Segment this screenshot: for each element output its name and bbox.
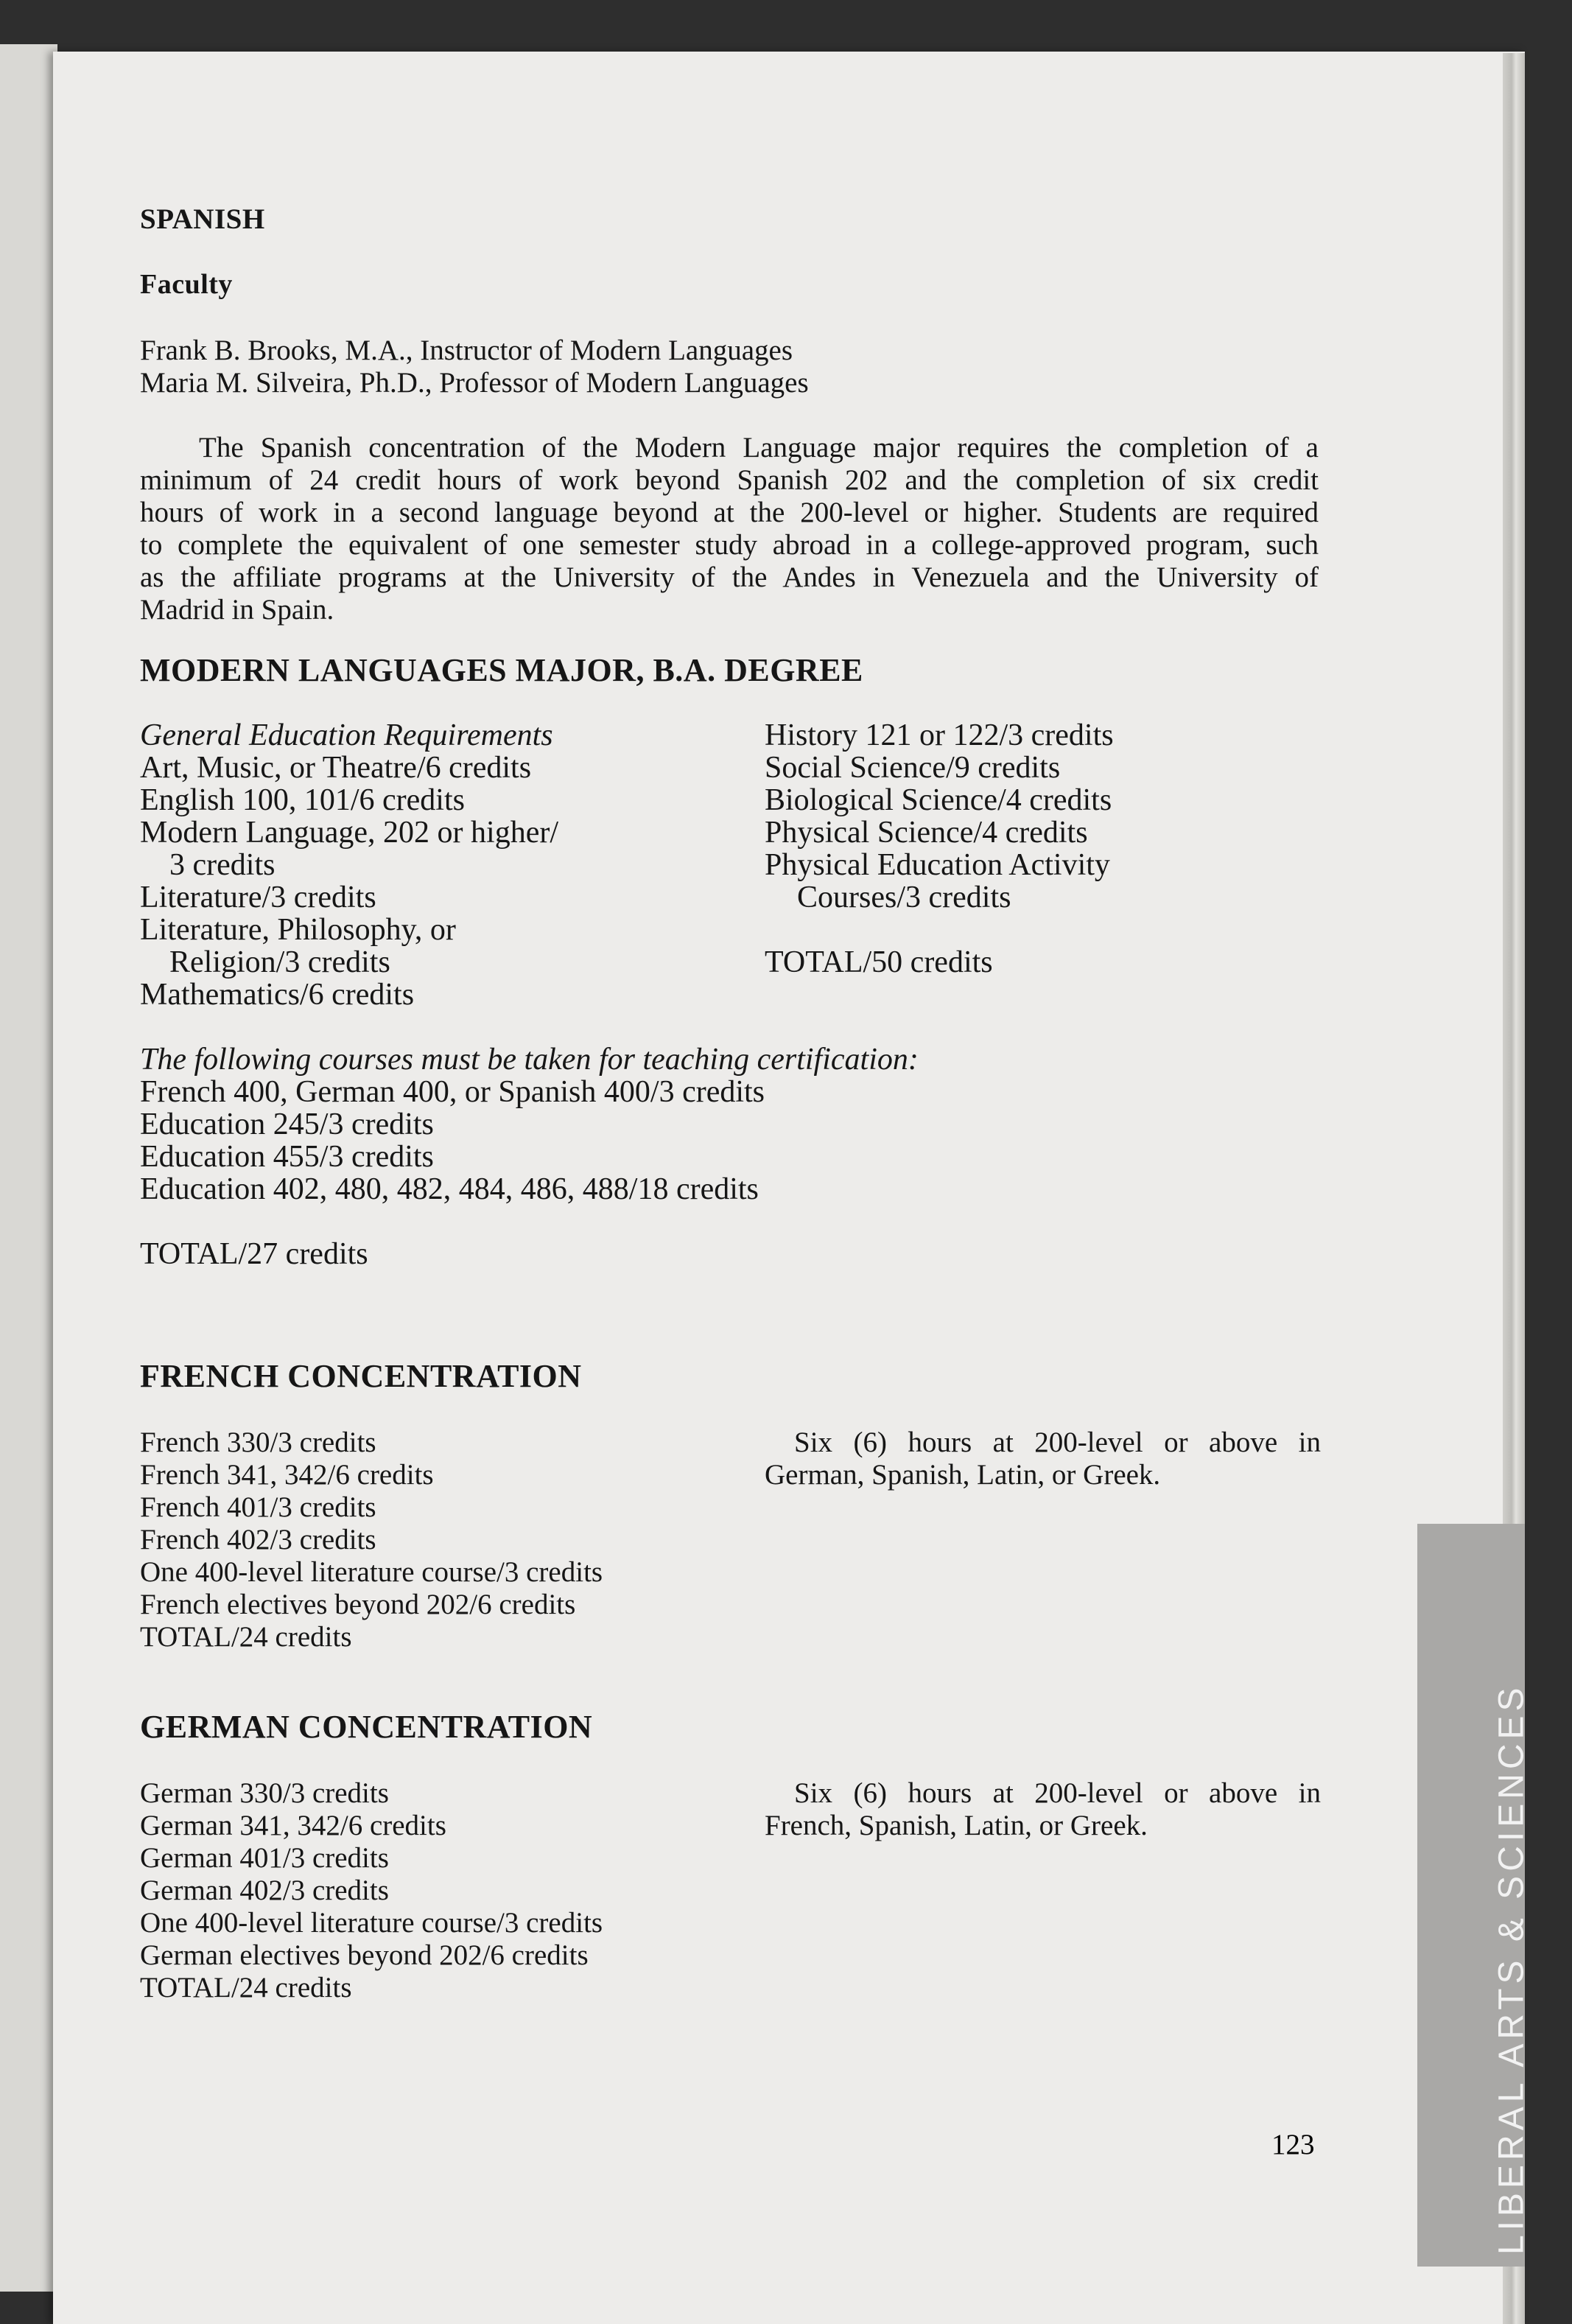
section-side-tab-label: LIBERAL ARTS & SCIENCES [1492, 1683, 1531, 2255]
gen-ed-heading: General Education Requirements [140, 718, 553, 752]
french-heading: FRENCH CONCENTRATION [140, 1358, 582, 1394]
requirement-item: 3 credits [169, 848, 276, 882]
german-course: German 401/3 credits [140, 1842, 389, 1874]
note-line: Six (6) hours at 200-level or above in [794, 1777, 1321, 1809]
previous-page-edge [0, 44, 57, 2292]
paragraph-line: Madrid in Spain. [140, 594, 334, 626]
requirement-item: Art, Music, or Theatre/6 credits [140, 751, 532, 785]
certification-course: French 400, German 400, or Spanish 400/3 credits [140, 1075, 765, 1109]
requirement-item: Courses/3 credits [797, 881, 1011, 914]
certification-course: Education 402, 480, 482, 484, 486, 488/18 credits [140, 1172, 759, 1206]
german-course: German 330/3 credits [140, 1777, 389, 1809]
note-line: French, Spanish, Latin, or Greek. [765, 1810, 1148, 1841]
gen-ed-total: TOTAL/50 credits [765, 945, 993, 979]
german-total: TOTAL/24 credits [140, 1972, 352, 2003]
certification-course: Education 455/3 credits [140, 1140, 434, 1174]
certification-heading: The following courses must be taken for teaching certification: [140, 1043, 919, 1077]
french-course: French electives beyond 202/6 credits [140, 1589, 576, 1620]
note-line: Six (6) hours at 200-level or above in [794, 1427, 1321, 1458]
page-number: 123 [1271, 2129, 1315, 2160]
paragraph-line: The Spanish concentration of the Modern Language major requires the completion of a [199, 432, 1319, 463]
french-course: French 402/3 credits [140, 1524, 376, 1555]
certification-course: Education 245/3 credits [140, 1107, 434, 1141]
requirement-item: English 100, 101/6 credits [140, 783, 465, 817]
requirement-item: Modern Language, 202 or higher/ [140, 816, 559, 850]
requirement-item: History 121 or 122/3 credits [765, 718, 1114, 752]
requirement-item: Literature, Philosophy, or [140, 913, 456, 947]
requirement-item: Mathematics/6 credits [140, 978, 415, 1012]
french-course: French 401/3 credits [140, 1491, 376, 1523]
german-course: German 341, 342/6 credits [140, 1810, 446, 1841]
paragraph-line: minimum of 24 credit hours of work beyond Spanish 202 and the completion of six credit [140, 464, 1319, 496]
requirement-item: Religion/3 credits [169, 945, 390, 979]
german-course: German electives beyond 202/6 credits [140, 1939, 589, 1971]
french-note [765, 1427, 1321, 1491]
paragraph-line: to complete the equivalent of one semester study abroad in a college-approved program, such [140, 529, 1319, 561]
paragraph-line: as the affiliate programs at the University of the Andes in Venezuela and the University of [140, 561, 1319, 593]
note-line: German, Spanish, Latin, or Greek. [765, 1459, 1161, 1491]
requirement-item: Physical Science/4 credits [765, 816, 1088, 850]
requirement-item: Biological Science/4 credits [765, 783, 1112, 817]
french-course: French 330/3 credits [140, 1427, 376, 1458]
faculty-member: Maria M. Silveira, Ph.D., Professor of Modern Languages [140, 367, 809, 399]
major-heading: MODERN LANGUAGES MAJOR, B.A. DEGREE [140, 652, 863, 688]
paragraph-line: hours of work in a second language beyond at the 200-level or higher. Students are required [140, 497, 1319, 528]
french-course: One 400-level literature course/3 credits [140, 1556, 603, 1588]
certification-total: TOTAL/27 credits [140, 1237, 368, 1271]
requirement-item: Social Science/9 credits [765, 751, 1061, 785]
french-course: French 341, 342/6 credits [140, 1459, 434, 1491]
german-heading: GERMAN CONCENTRATION [140, 1709, 593, 1745]
faculty-heading: Faculty [140, 269, 233, 300]
spanish-heading: SPANISH [140, 203, 265, 235]
french-total: TOTAL/24 credits [140, 1621, 352, 1653]
spanish-paragraph [140, 432, 1319, 626]
german-course: One 400-level literature course/3 credits [140, 1907, 603, 1939]
requirement-item: Physical Education Activity [765, 848, 1110, 882]
german-note [765, 1777, 1321, 1842]
requirement-item: Literature/3 credits [140, 881, 376, 914]
german-course: German 402/3 credits [140, 1875, 389, 1906]
faculty-member: Frank B. Brooks, M.A., Instructor of Modern Languages [140, 335, 793, 366]
